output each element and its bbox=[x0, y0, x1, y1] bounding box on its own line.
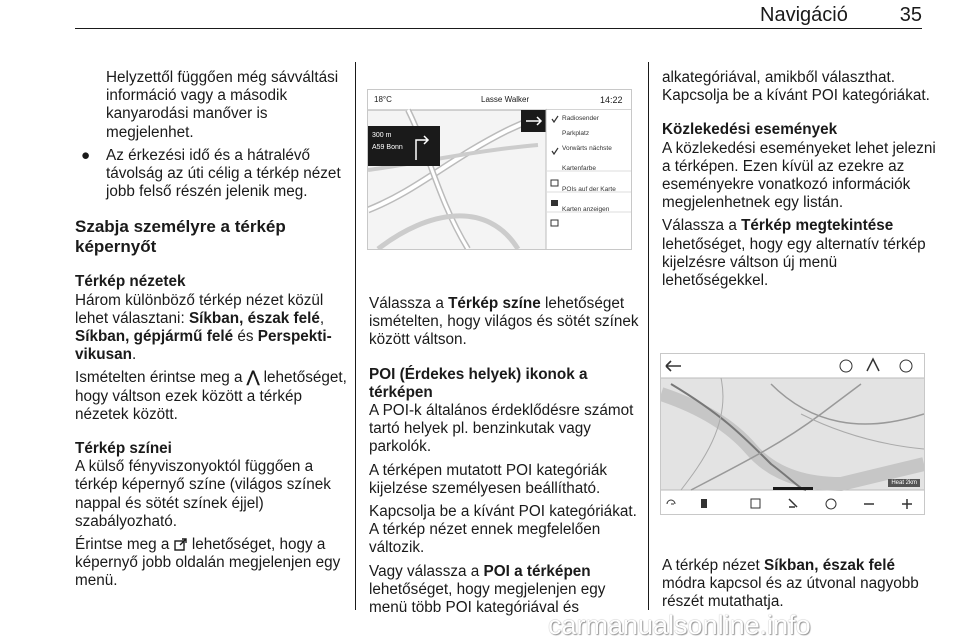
subheading-poi: POI (Érdekes helyek) ikonok a térképen bbox=[369, 365, 588, 401]
maneuver-road: A59 Bonn bbox=[372, 144, 403, 151]
section-heading: Szabja személyre a térkép képernyőt bbox=[75, 217, 286, 257]
nav-screenshot-color-menu bbox=[367, 89, 632, 250]
indented-continuation: Helyzettől függően még sávváltási információ vagy a második kanyarodási manőver is megjelenhet. bbox=[106, 69, 339, 141]
text: lehetőséget, hogy váltson ezek között a térkép nézetek között. bbox=[75, 369, 347, 423]
map-view-option-text bbox=[662, 217, 942, 290]
map-views-text: Három különböző térkép nézet közül lehet választani: Síkban, észak felé, Síkban, gépjármű felé és Perspektivikusan. bbox=[75, 291, 332, 364]
text: Válassza a bbox=[662, 217, 737, 235]
map-settings-icon bbox=[174, 536, 192, 553]
menu-item[interactable]: Parkplatz bbox=[562, 130, 590, 137]
continuation-text: alkategóriával, amikből választhat. Kapcsolja be a kívánt POI kategóriákat. bbox=[662, 69, 930, 105]
column-1 bbox=[75, 69, 347, 591]
text: lehetőséget, hogy megjelenjen egy menü több POI kategóriával és bbox=[369, 580, 606, 617]
column-separator-2 bbox=[648, 62, 649, 610]
option-north-up: Síkban, észak felé bbox=[188, 309, 320, 327]
menu-item[interactable]: Kartenfarbe bbox=[562, 165, 596, 172]
menu-item[interactable]: Vorwärts nächste bbox=[562, 145, 612, 152]
watermark: carmanualsonline.info bbox=[548, 610, 811, 640]
page-number: 35 bbox=[899, 4, 922, 26]
maneuver-distance: 300 m bbox=[372, 132, 392, 139]
poi-text-2: A térképen mutatott POI kategóriák kijelzése személyesen beállítható. bbox=[369, 461, 608, 497]
column-3-bottom bbox=[662, 557, 942, 612]
poi-text-3: Kapcsolja be a kívánt POI kategóriákat. A térkép nézet ennek megfelelően változik. bbox=[369, 503, 637, 557]
side-menu bbox=[562, 114, 616, 215]
option-heading-up: Síkban, gépjármű felé bbox=[75, 328, 234, 346]
bullet-dot: ● bbox=[81, 146, 91, 164]
option-perspective: Perspektivikusan bbox=[75, 328, 332, 364]
text: lehetőséget, hogy egy alternatív térkép kijelzésre váltson új menü lehetőségekkel. bbox=[662, 235, 926, 290]
text: Ismételten érintse meg a bbox=[75, 369, 243, 387]
text: Érintse meg a bbox=[75, 536, 170, 554]
option-north-up: Síkban, észak felé bbox=[764, 557, 895, 574]
page-header-title: Navigáció bbox=[760, 4, 848, 26]
north-arrow-icon: ⋀ bbox=[246, 369, 260, 387]
menu-open-text bbox=[75, 536, 347, 591]
text: lehetőséget, hogy a képernyő jobb oldalán megjelenjen egy menü. bbox=[75, 536, 341, 590]
text: lehetőséget ismételten, hogy világos és sötét színek között váltson. bbox=[369, 295, 639, 349]
menu-item[interactable]: Karten anzeigen bbox=[562, 206, 610, 213]
text: Válassza a bbox=[369, 295, 444, 312]
column-2 bbox=[369, 295, 641, 617]
status-clock: 14:22 bbox=[600, 95, 623, 105]
menu-item[interactable]: POIs auf der Karte bbox=[562, 186, 616, 193]
menu-item[interactable]: Radiosender bbox=[562, 115, 599, 122]
option-map-color: Térkép színe bbox=[448, 295, 541, 312]
toggle-views-text bbox=[75, 369, 347, 424]
north-up-caption bbox=[662, 557, 942, 612]
traffic-text: A közlekedési eseményeket lehet jelezni a térképen. Ezen kívül az ezekre az eseményekre vonatkozó információk megjelenhetnek egy listán. bbox=[662, 139, 936, 212]
map-screenshot-north-up bbox=[660, 353, 925, 515]
text: Vagy válassza a bbox=[369, 562, 480, 580]
map-color-select-text bbox=[369, 295, 641, 350]
bullet-item bbox=[75, 147, 347, 202]
option-poi-on-map: POI a térképen bbox=[483, 562, 591, 580]
option-view-map: Térkép megtekintése bbox=[741, 217, 894, 235]
text: módra kapcsol és az útvonal nagyobb részét mutathatja. bbox=[662, 575, 919, 611]
map-colors-text: A külső fényviszonyoktól függően a térkép képernyő színe (világos színek nappal és sötét színek éjjel) szabályozható. bbox=[75, 458, 331, 530]
text: és bbox=[237, 328, 254, 346]
text: Három különböző térkép nézet közül lehet választani: bbox=[75, 291, 324, 327]
map-scale: Heat 2km bbox=[888, 479, 920, 487]
status-temperature: 18°C bbox=[374, 95, 392, 104]
column-separator-1 bbox=[355, 62, 356, 610]
text: A térkép nézet bbox=[662, 557, 760, 574]
status-phone-contact: Lasse Walker bbox=[481, 95, 530, 104]
column-3-top bbox=[662, 69, 942, 290]
subheading-map-colors: Térkép színei bbox=[75, 440, 172, 458]
bullet-text: Az érkezési idő és a hátralévő távolság az úti célig a térkép nézet jobb felső részén jelenik meg. bbox=[106, 146, 341, 201]
subheading-map-views: Térkép nézetek bbox=[75, 273, 186, 291]
header-rule bbox=[75, 28, 922, 29]
subheading-traffic: Közlekedési események bbox=[662, 121, 838, 139]
poi-text-1: A POI-k általános érdeklődésre számot tartó helyek pl. benzinkutak vagy parkolók. bbox=[369, 402, 634, 456]
